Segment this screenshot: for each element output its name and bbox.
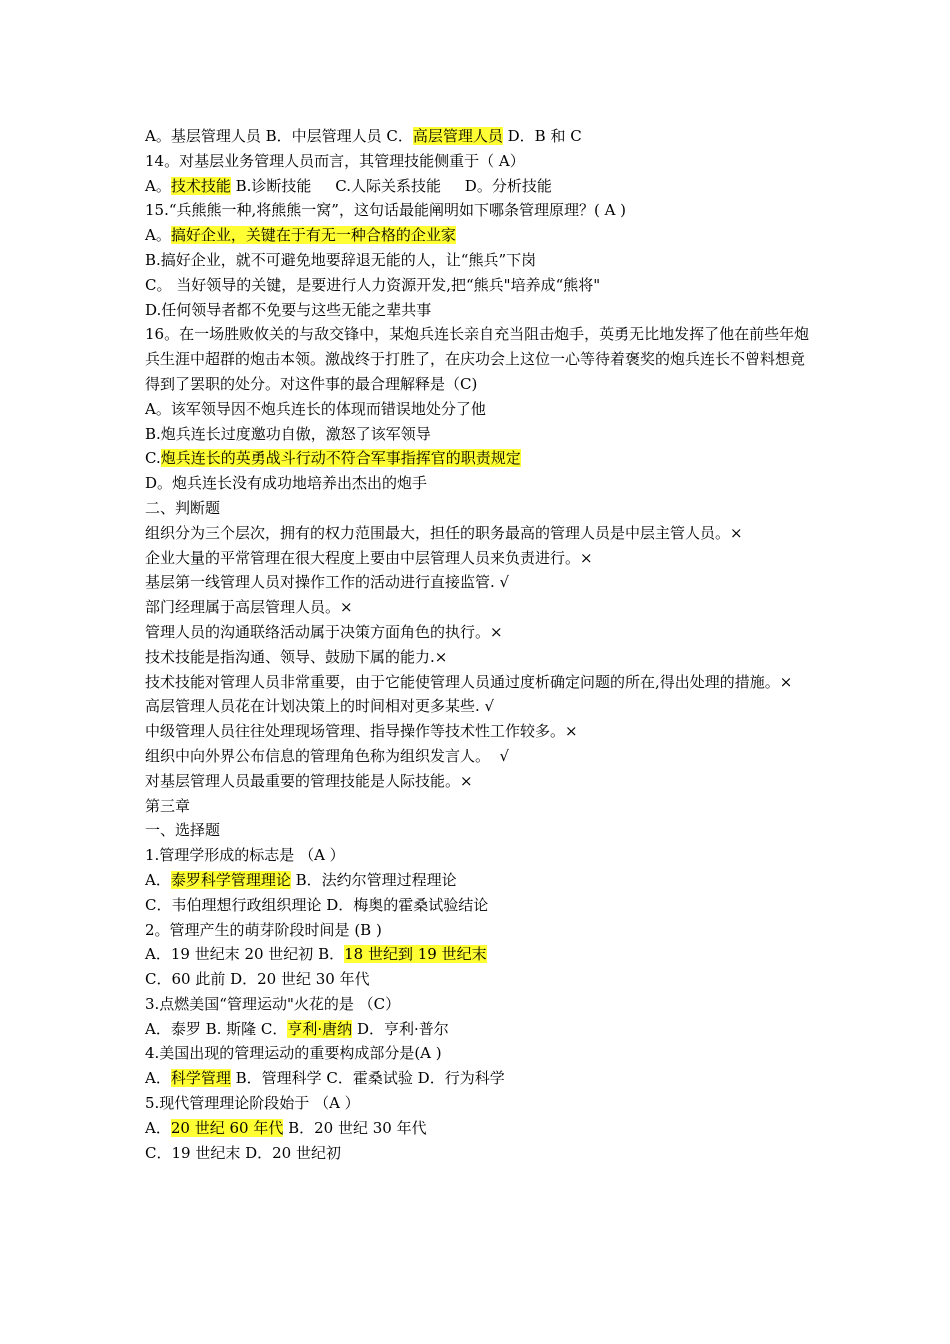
text-segment: C。 当好领导的关键，是要进行人力资源开发,把“熊兵"培养成“熊将" — [145, 275, 601, 294]
text-line — [145, 1116, 815, 1141]
text-segment: C．韦伯理想行政组织理论 D．梅奥的霍桑试验结论 — [145, 895, 489, 914]
text-line — [145, 1041, 815, 1066]
text-segment: A。 — [145, 226, 171, 245]
text-line — [145, 570, 815, 595]
text-segment: D.任何领导者都不免要与这些无能之辈共事 — [145, 300, 432, 319]
text-segment: C. — [145, 449, 161, 468]
text-line — [145, 744, 815, 769]
text-segment: 对基层管理人员最重要的管理技能是人际技能。× — [145, 771, 473, 790]
text-segment: 组织中向外界公布信息的管理角色称为组织发言人。 √ — [145, 746, 510, 765]
text-segment: A． — [145, 1118, 171, 1137]
text-line — [145, 818, 815, 843]
highlighted-answer: 搞好企业，关键在于有无一种合格的企业家 — [170, 226, 456, 245]
text-line — [145, 149, 815, 174]
highlighted-answer: 高层管理人员 — [412, 127, 503, 145]
text-line — [145, 694, 815, 719]
text-line — [145, 942, 815, 967]
text-line — [145, 595, 815, 620]
document-body — [145, 124, 815, 1165]
text-line — [145, 422, 815, 447]
text-segment: D．亨利·普尔 — [352, 1019, 449, 1038]
text-line — [145, 471, 815, 496]
text-line — [145, 645, 815, 670]
text-segment: B．法约尔管理过程理论 — [290, 870, 457, 889]
text-line — [145, 843, 815, 868]
text-segment: 3.点燃美国“管理运动"火花的是 （C） — [145, 994, 401, 1013]
text-segment: A。 — [145, 176, 171, 195]
text-segment: 技术技能是指沟通、领导、鼓励下属的能力.× — [145, 647, 448, 666]
text-segment: A． — [145, 870, 171, 889]
text-segment: B.炮兵连长过度邀功自傲，激怒了该军领导 — [145, 424, 431, 443]
text-line — [145, 967, 815, 992]
highlighted-answer: 炮兵连长的英勇战斗行动不符合军事指挥官的职责规定 — [160, 449, 521, 468]
text-segment: A。该军领导因不炮兵连长的体现而错误地处分了他 — [145, 399, 486, 418]
text-line — [145, 719, 815, 744]
text-segment: B.诊断技能 C.人际关系技能 D。分析技能 — [230, 176, 552, 195]
text-line — [145, 992, 815, 1017]
text-segment: 组织分为三个层次，拥有的权力范围最大，担任的职务最高的管理人员是中层主管人员。× — [145, 523, 743, 542]
text-segment: 部门经理属于高层管理人员。× — [145, 598, 353, 617]
text-line — [145, 1141, 815, 1166]
highlighted-answer: 科学管理 — [170, 1069, 231, 1088]
highlighted-answer: 泰罗科学管理理论 — [170, 870, 291, 889]
text-segment: D。炮兵连长没有成功地培养出杰出的炮手 — [145, 474, 428, 493]
text-line — [145, 273, 815, 298]
text-segment: C．19 世纪末 D．20 世纪初 — [145, 1143, 341, 1162]
text-paragraph — [145, 322, 815, 396]
text-segment: 4.美国出现的管理运动的重要构成部分是(A ) — [145, 1044, 442, 1063]
text-segment: A． — [145, 1069, 171, 1088]
highlighted-answer: 亨利·唐纳 — [287, 1019, 353, 1038]
text-line — [145, 620, 815, 645]
text-line — [145, 769, 815, 794]
text-line — [145, 446, 815, 471]
text-segment: 管理人员的沟通联络活动属于决策方面角色的执行。× — [145, 622, 503, 641]
text-segment: 一、选择题 — [145, 821, 221, 840]
text-segment: A．19 世纪末 20 世纪初 B． — [145, 945, 345, 964]
text-segment: 5.现代管理理论阶段始于 （A ） — [145, 1094, 360, 1113]
text-paragraph — [145, 670, 815, 695]
highlighted-answer: 18 世纪到 19 世纪末 — [344, 945, 487, 964]
text-line — [145, 223, 815, 248]
text-line — [145, 198, 815, 223]
text-line — [145, 248, 815, 273]
text-segment: B.搞好企业，就不可避免地要辞退无能的人，让“熊兵”下岗 — [145, 250, 537, 269]
text-segment: B．管理科学 C．霍桑试验 D．行为科学 — [230, 1069, 505, 1088]
text-line — [145, 1091, 815, 1116]
text-line — [145, 298, 815, 323]
text-segment: D．B 和 C — [502, 127, 582, 145]
text-paragraph — [145, 521, 815, 546]
text-segment: 16。在一场胜败攸关的与敌交锋中，某炮兵连长亲自充当阻击炮手，英勇无比地发挥了他在前些年炮兵生涯中超群的炮击本领。激战终于打胜了，在庆功会上这位一心等待着褒奖的炮兵连长不曾料想竟得到了罢职的处分。对这件事的最合理解释是（C) — [145, 325, 810, 393]
text-line — [145, 1066, 815, 1091]
highlighted-answer: 技术技能 — [170, 176, 231, 195]
text-segment: 14。对基层业务管理人员而言，其管理技能侧重于（ A） — [145, 151, 525, 170]
text-segment: B．20 世纪 30 年代 — [283, 1118, 427, 1137]
text-line — [145, 893, 815, 918]
text-segment: 第三章 — [145, 796, 191, 815]
text-segment: A．泰罗 B. 斯隆 C． — [145, 1019, 288, 1038]
text-line — [145, 546, 815, 571]
text-line — [145, 918, 815, 943]
text-line — [145, 794, 815, 819]
text-segment: 1.管理学形成的标志是 （A ） — [145, 846, 345, 865]
text-segment: 15.“兵熊熊一种,将熊熊一窝”，这句话最能阐明如下哪条管理原理？( A ) — [145, 201, 627, 220]
text-segment: 技术技能对管理人员非常重要，由于它能使管理人员通过度析确定问题的所在,得出处理的措施。× — [145, 672, 793, 691]
text-segment: 中级管理人员往往处理现场管理、指导操作等技术性工作较多。× — [145, 722, 578, 741]
text-segment: 高层管理人员花在计划决策上的时间相对更多某些. √ — [145, 697, 495, 716]
text-line — [145, 496, 815, 521]
highlighted-answer: 20 世纪 60 年代 — [170, 1118, 284, 1137]
text-segment: 二、判断题 — [145, 498, 221, 517]
text-line — [145, 868, 815, 893]
text-segment: 基层第一线管理人员对操作工作的活动进行直接监管. √ — [145, 573, 510, 592]
text-segment: 企业大量的平常管理在很大程度上要由中层管理人员来负责进行。× — [145, 548, 593, 567]
text-line — [145, 124, 815, 149]
text-line — [145, 397, 815, 422]
text-segment: 2。管理产生的萌芽阶段时间是 (B ) — [145, 920, 382, 939]
text-line — [145, 1017, 815, 1042]
text-segment: A。基层管理人员 B．中层管理人员 C． — [145, 127, 413, 145]
text-segment: C．60 此前 D．20 世纪 30 年代 — [145, 970, 370, 989]
text-line — [145, 174, 815, 199]
